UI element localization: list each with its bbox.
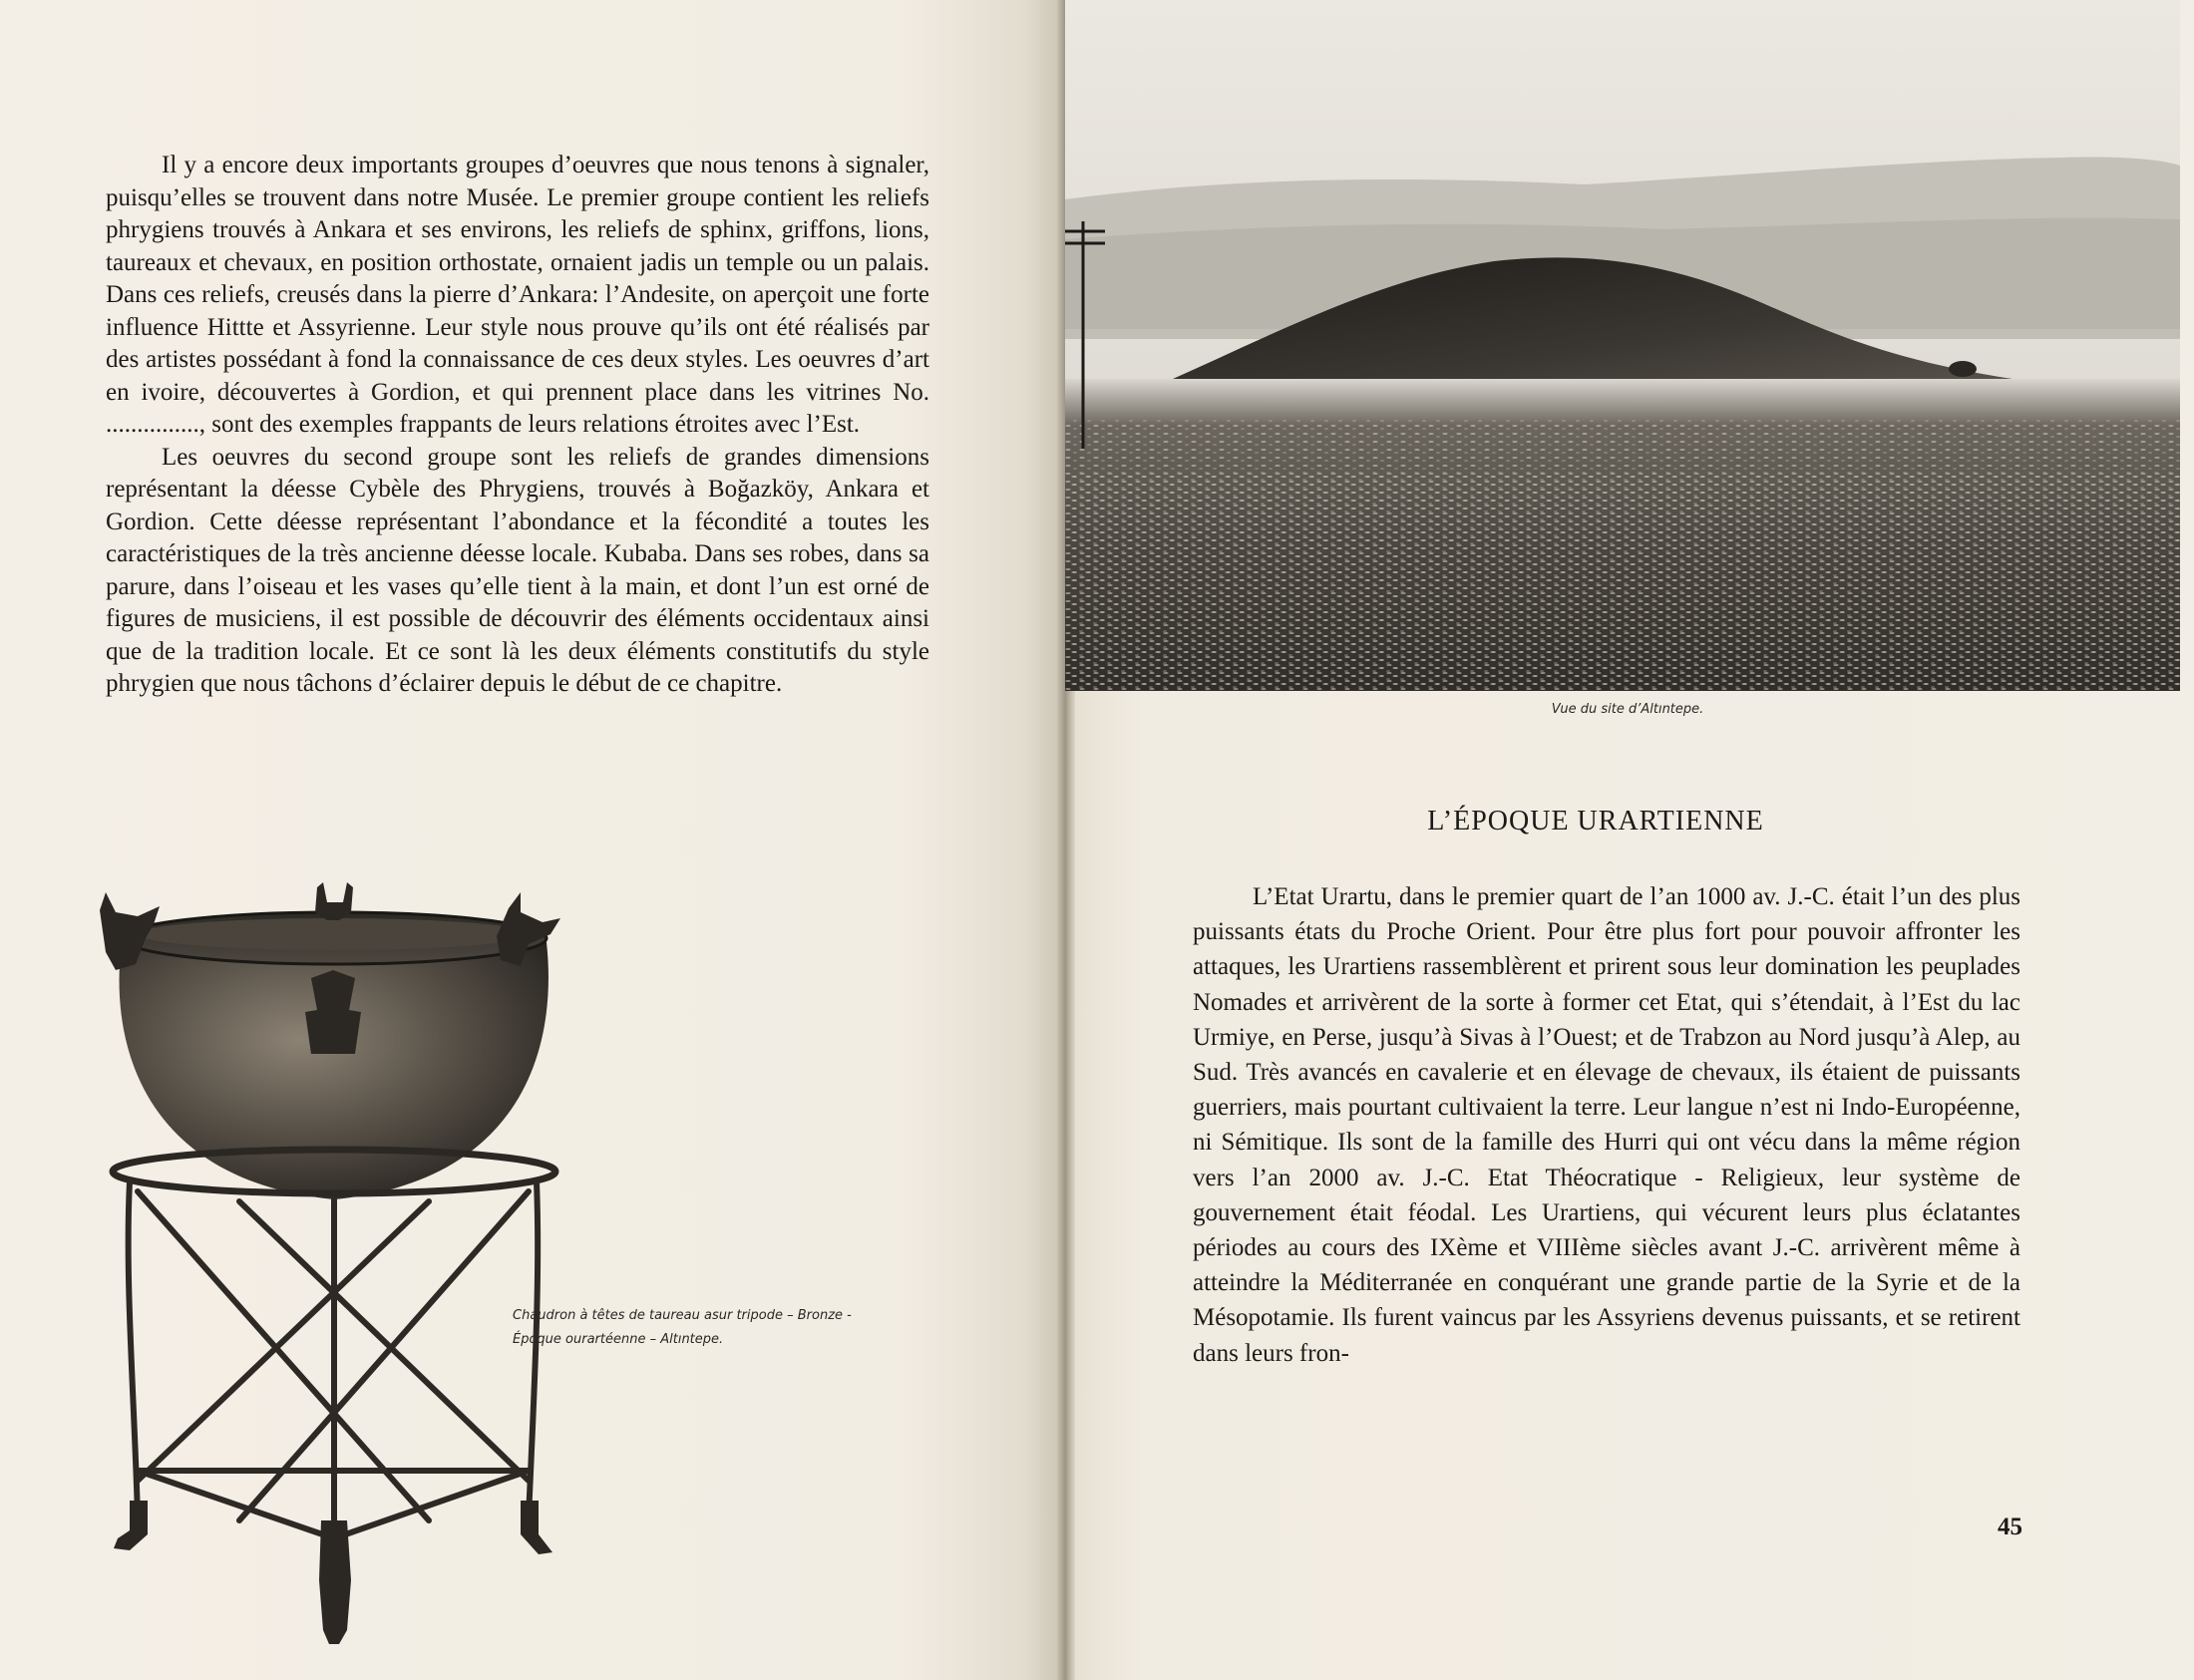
left-paragraph-2: Les oeuvres du second groupe sont les reliefs de grandes dimensions représentant la déesse Cybèle des Phrygiens, trouvés à Boğazköy, Ankara et Gordion. Cette déesse représentant l’abondance et la fécondité a toutes les caractéristiques de la très ancienne déesse locale. Kubaba. Dans ses robes, dans sa parure, dans l’oiseau et les vases qu’elle tient à la main, et dont l’un est orné de figures de musiciens, il est possible de découvrir des éléments occidentaux ainsi que de la tradition locale. Et ce sont là les deux éléments constitutifs du style phrygien que nous tâchons d’éclairer depuis le début de ce chapitre.	[106, 443, 929, 697]
altintepe-site-photo	[1065, 0, 2180, 691]
left-paragraph-1: Il y a encore deux importants groupes d’oeuvres que nous tenons à signaler, puisqu’elles se trouvent dans notre Musée. Le premier groupe contient les reliefs phrygiens trouvés à Ankara et ses environs, les reliefs de sphinx, griffons, lions, taureaux et chevaux, en position orthostate, ornaient jadis un temple ou un palais. Dans ces reliefs, creusés dans la pierre d’Ankara: l’Andesite, on aperçoit une forte influence Hittte et Assyrienne. Leur style nous prouve qu’ils ont été réalisés par des artistes possédant à fond la connaissance de ces deux styles. Les oeuvres d’art en ivoire, découvertes à Gordion, et qui prennent place dans les vitrines No. ..............., sont des exemples frappants de leurs relations étroites avec l’Est.	[106, 152, 929, 438]
cauldron-caption-line-1: Chaudron à têtes de taureau asur tripode – Bronze -	[513, 1308, 852, 1323]
cauldron-caption-line-2: Époque ourartéenne – Altıntepe.	[513, 1332, 724, 1347]
cauldron-caption	[513, 1304, 931, 1352]
cauldron-figure	[90, 882, 578, 1655]
right-page-text	[1193, 879, 2020, 1371]
section-heading: L’ÉPOQUE URARTIENNE	[1427, 806, 1764, 837]
page-number: 45	[1998, 1513, 2022, 1540]
left-page-text	[106, 150, 929, 701]
right-paragraph-1: L’Etat Urartu, dans le premier quart de l’an 1000 av. J.-C. était l’un des plus puissants états du Proche Orient. Pour être plus fort pour pouvoir affronter les attaques, les Urartiens rassemblèrent et prirent sous leur domination les peuplades Nomades et arrivèrent de la sorte à former cet Etat, qui s’étendait, à l’Est du lac Urmiye, en Perse, jusqu’à Sivas à l’Ouest; et de Trabzon au Nord jusqu’à Alep, au Sud. Très avancés en cavalerie et en élevage de chevaux, ils étaient de puissants guerriers, mais pourtant cultivaient la terre. Leur langue n’est ni Indo-Européenne, ni Sémitique. Ils sont de la famille des Hurri qui ont vécu dans la même région vers l’an 2000 av. J.-C. Etat Théocratique - Religieux, leur système de gouvernement était féodal. Les Urartiens, qui vécurent leurs plus éclatantes périodes au cours des IXème et VIIIème siècles avant J.-C. arrivèrent même à atteindre la Méditerranée en conquérant une grande partie de la Syrie et de la Mésopotamie. Ils furent vaincus par les Assyriens devenus puissants, et se retirent dans leurs fron-	[1193, 883, 2020, 1367]
photo-caption: Vue du site d’Altıntepe.	[1551, 702, 1704, 717]
